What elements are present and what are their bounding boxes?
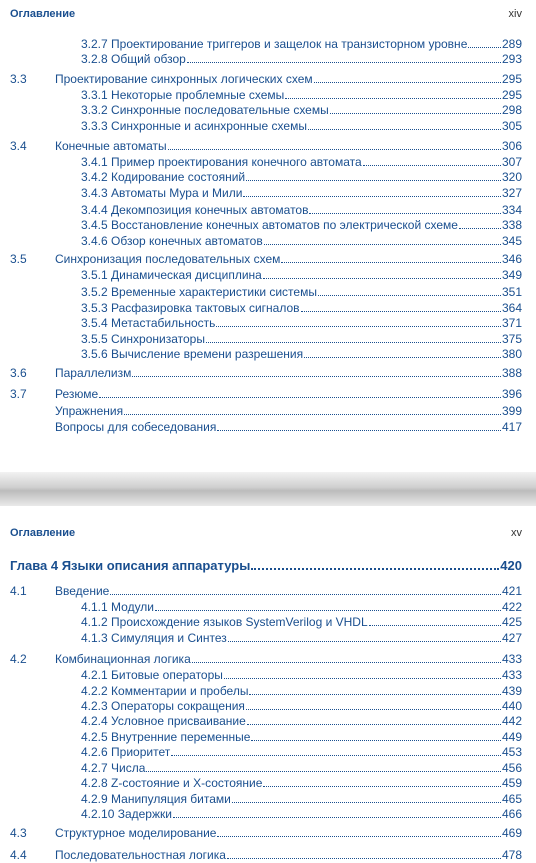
entry-page-number: 371 (501, 316, 522, 330)
toc-section-entry[interactable] (0, 826, 536, 841)
entry-title: 4.2.6 Приоритет (81, 745, 171, 759)
entry-title: 3.4.5 Восстановление конечных автоматов по электрической схеме (81, 218, 458, 232)
dot-leader (224, 668, 501, 679)
entry-page-number: 433 (501, 668, 522, 682)
dot-leader (314, 72, 501, 83)
toc-subsection-entry[interactable] (0, 203, 536, 218)
section-number: 3.7 (10, 387, 27, 401)
running-header (10, 527, 522, 541)
entry-title: 4.2.10 Задержки (81, 807, 172, 821)
entry-page-number: 346 (501, 252, 522, 266)
dot-leader (168, 139, 501, 150)
entry-page-number: 433 (501, 652, 522, 666)
entry-title: 4.2.9 Манипуляция битами (81, 792, 231, 806)
entry-page-number: 327 (501, 186, 522, 200)
section-number: 3.5 (10, 252, 27, 266)
entry-title: 3.5.6 Вычисление времени разрешения (81, 347, 304, 361)
entry-title: 3.3.2 Синхронные последовательные схемы (81, 103, 329, 117)
entry-title: 4.2.3 Операторы сокращения (81, 699, 245, 713)
dot-leader (173, 807, 501, 818)
dot-leader (301, 301, 501, 312)
chapter-title: Глава 4 Языки описания аппаратуры (10, 558, 251, 573)
dot-leader (110, 584, 501, 595)
entry-page-number: 298 (501, 103, 522, 117)
entry-title: 3.3.3 Синхронные и асинхронные схемы (81, 119, 307, 133)
dot-leader (459, 218, 501, 229)
entry-title: Вопросы для собеседования (55, 420, 217, 434)
entry-title: Конечные автоматы (55, 139, 167, 153)
entry-page-number: 466 (501, 807, 522, 821)
dot-leader (99, 387, 501, 398)
entry-page-number: 459 (501, 776, 522, 790)
entry-title: 4.2.7 Числа (81, 761, 146, 775)
entry-title: 4.2.5 Внутренние переменные (81, 730, 251, 744)
entry-title: 3.4.2 Кодирование состояний (81, 170, 246, 184)
toc-subsection-entry[interactable] (0, 600, 536, 615)
entry-title: 3.4.4 Декомпозиция конечных автоматов (81, 203, 309, 217)
entry-page-number: 295 (501, 72, 522, 86)
toc-subsection-entry[interactable] (0, 615, 536, 630)
dot-leader (363, 155, 501, 166)
dot-leader (192, 652, 501, 663)
entry-title: Резюме (55, 387, 99, 401)
dot-leader (206, 332, 501, 343)
entry-title: Проектирование синхронных логических схем (55, 72, 313, 86)
dot-leader (309, 203, 500, 214)
dot-leader (263, 776, 501, 787)
entry-page-number: 351 (501, 285, 522, 299)
section-number: 4.2 (10, 652, 27, 666)
entry-page-number: 442 (501, 714, 522, 728)
entry-title: 3.5.1 Динамическая дисциплина (81, 268, 262, 282)
toc-subsection-entry[interactable] (0, 761, 536, 776)
toc-subsection-entry[interactable] (0, 37, 536, 52)
toc-subsection-entry[interactable] (0, 301, 536, 316)
toc-subsection-entry[interactable] (0, 668, 536, 683)
dot-leader (232, 792, 501, 803)
dot-leader (146, 761, 501, 772)
entry-page-number: 345 (501, 234, 522, 248)
toc-subsection-entry[interactable] (0, 699, 536, 714)
dot-leader (468, 37, 501, 48)
toc-subsection-entry[interactable] (0, 807, 536, 822)
section-number: 4.1 (10, 584, 27, 598)
page-separator (0, 472, 536, 506)
toc-subsection-entry[interactable] (0, 155, 536, 170)
toc-subsection-entry[interactable] (0, 119, 536, 134)
header-title: Оглавление (10, 527, 76, 539)
entry-title: Комбинационная логика (55, 652, 191, 666)
entry-page-number: 478 (501, 848, 522, 862)
dot-leader (264, 234, 501, 245)
entry-page-number: 453 (501, 745, 522, 759)
dot-leader (227, 848, 501, 859)
entry-title: 3.4.1 Пример проектирования конечного автомата (81, 155, 362, 169)
entry-title: 3.5.4 Метастабильность (81, 316, 216, 330)
dot-leader (124, 404, 501, 415)
dot-leader (251, 556, 499, 570)
toc-chapter-entry[interactable] (0, 556, 536, 573)
toc-subsection-entry[interactable] (0, 268, 536, 283)
toc-subsection-entry[interactable] (0, 316, 536, 331)
entry-title: 4.1.1 Модули (81, 600, 155, 614)
toc-subsection-entry[interactable] (0, 684, 536, 699)
section-number: 3.4 (10, 139, 27, 153)
dot-leader (246, 170, 501, 181)
entry-page-number: 465 (501, 792, 522, 806)
dot-leader (132, 366, 501, 377)
entry-page-number: 417 (501, 420, 522, 434)
section-number: 3.6 (10, 366, 27, 380)
toc-subsection-entry[interactable] (0, 714, 536, 729)
entry-page-number: 295 (501, 88, 522, 102)
entry-title: Последовательностная логика (55, 848, 226, 862)
toc-subsection-entry[interactable] (0, 285, 536, 300)
dot-leader (285, 88, 501, 99)
toc-section-entry[interactable] (0, 139, 536, 154)
entry-page-number: 306 (501, 139, 522, 153)
entry-page-number: 307 (501, 155, 522, 169)
toc-subsection-entry[interactable] (0, 218, 536, 233)
entry-page-number: 289 (501, 37, 522, 51)
entry-title: Структурное моделирование (55, 826, 217, 840)
entry-page-number: 422 (501, 600, 522, 614)
entry-title: Синхронизация последовательных схем (55, 252, 281, 266)
toc-subsection-entry[interactable] (0, 103, 536, 118)
entry-page-number: 293 (501, 52, 522, 66)
section-number: 4.4 (10, 848, 27, 862)
entry-title: 3.2.7 Проектирование триггеров и защелок на транзисторном уровне (81, 37, 468, 51)
toc-subsection-entry[interactable] (0, 730, 536, 745)
dot-leader (304, 347, 501, 358)
entry-page-number: 456 (501, 761, 522, 775)
entry-page-number: 427 (501, 631, 522, 645)
entry-title: Упражнения (55, 404, 124, 418)
dot-leader (187, 52, 501, 63)
section-number: 4.3 (10, 826, 27, 840)
entry-page-number: 349 (501, 268, 522, 282)
toc-section-entry[interactable] (0, 366, 536, 381)
entry-title: 3.3.1 Некоторые проблемные схемы (81, 88, 285, 102)
dot-leader (369, 615, 501, 626)
entry-page-number: 375 (501, 332, 522, 346)
entry-title: 4.2.8 Z-состояние и X-состояние (81, 776, 263, 790)
toc-subsection-entry[interactable] (0, 347, 536, 362)
entry-title: 3.5.2 Временные характеристики системы (81, 285, 317, 299)
dot-leader (246, 699, 501, 710)
entry-title: 3.5.5 Синхронизаторы (81, 332, 205, 346)
dot-leader (216, 316, 501, 327)
dot-leader (308, 119, 501, 130)
toc-section-entry[interactable] (0, 404, 536, 419)
section-number: 3.3 (10, 72, 27, 86)
entry-page-number: 396 (501, 387, 522, 401)
toc-subsection-entry[interactable] (0, 234, 536, 249)
entry-page-number: 399 (501, 404, 522, 418)
entry-page-number: 380 (501, 347, 522, 361)
toc-subsection-entry[interactable] (0, 332, 536, 347)
dot-leader (330, 103, 501, 114)
toc-section-entry[interactable] (0, 387, 536, 402)
entry-title: 3.2.8 Общий обзор (81, 52, 186, 66)
entry-page-number: 364 (501, 301, 522, 315)
entry-page-number: 421 (501, 584, 522, 598)
entry-page-number: 439 (501, 684, 522, 698)
chapter-page-number: 420 (500, 558, 522, 573)
toc-section-entry[interactable] (0, 252, 536, 267)
dot-leader (247, 714, 501, 725)
entry-title: 3.4.6 Обзор конечных автоматов (81, 234, 263, 248)
entry-page-number: 338 (501, 218, 522, 232)
header-page-number: xv (511, 527, 522, 539)
dot-leader (171, 745, 501, 756)
toc-subsection-entry[interactable] (0, 776, 536, 791)
dot-leader (243, 186, 501, 197)
toc-section-entry[interactable] (0, 584, 536, 599)
dot-leader (228, 631, 501, 642)
entry-page-number: 334 (501, 203, 522, 217)
toc-section-entry[interactable] (0, 652, 536, 667)
toc-section-entry[interactable] (0, 72, 536, 87)
toc-subsection-entry[interactable] (0, 52, 536, 67)
dot-leader (281, 252, 501, 263)
toc-subsection-entry[interactable] (0, 631, 536, 646)
entry-title: 3.5.3 Расфазировка тактовых сигналов (81, 301, 300, 315)
toc-subsection-entry[interactable] (0, 88, 536, 103)
entry-title: 4.1.3 Симуляция и Синтез (81, 631, 227, 645)
entry-title: 3.4.3 Автоматы Мура и Мили (81, 186, 243, 200)
running-header (10, 8, 522, 22)
dot-leader (155, 600, 501, 611)
entry-title: 4.2.2 Комментарии и пробелы (81, 684, 249, 698)
toc-subsection-entry[interactable] (0, 792, 536, 807)
entry-title: Введение (55, 584, 110, 598)
header-title: Оглавление (10, 8, 76, 20)
entry-title: 4.2.1 Битовые операторы (81, 668, 223, 682)
dot-leader (217, 420, 501, 431)
entry-page-number: 388 (501, 366, 522, 380)
entry-title: 4.2.4 Условное присваивание (81, 714, 246, 728)
entry-title: Параллелизм (55, 366, 132, 380)
entry-page-number: 425 (501, 615, 522, 629)
toc-subsection-entry[interactable] (0, 186, 536, 201)
toc-subsection-entry[interactable] (0, 745, 536, 760)
entry-page-number: 320 (501, 170, 522, 184)
entry-page-number: 469 (501, 826, 522, 840)
toc-section-entry[interactable] (0, 420, 536, 435)
entry-page-number: 440 (501, 699, 522, 713)
dot-leader (251, 730, 501, 741)
entry-title: 4.1.2 Происхождение языков SystemVerilog и VHDL (81, 615, 368, 629)
dot-leader (217, 826, 500, 837)
toc-section-entry[interactable] (0, 848, 536, 863)
entry-page-number: 449 (501, 730, 522, 744)
dot-leader (263, 268, 501, 279)
dot-leader (249, 684, 501, 695)
dot-leader (318, 285, 501, 296)
entry-page-number: 305 (501, 119, 522, 133)
header-page-number: xiv (508, 8, 522, 20)
toc-subsection-entry[interactable] (0, 170, 536, 185)
